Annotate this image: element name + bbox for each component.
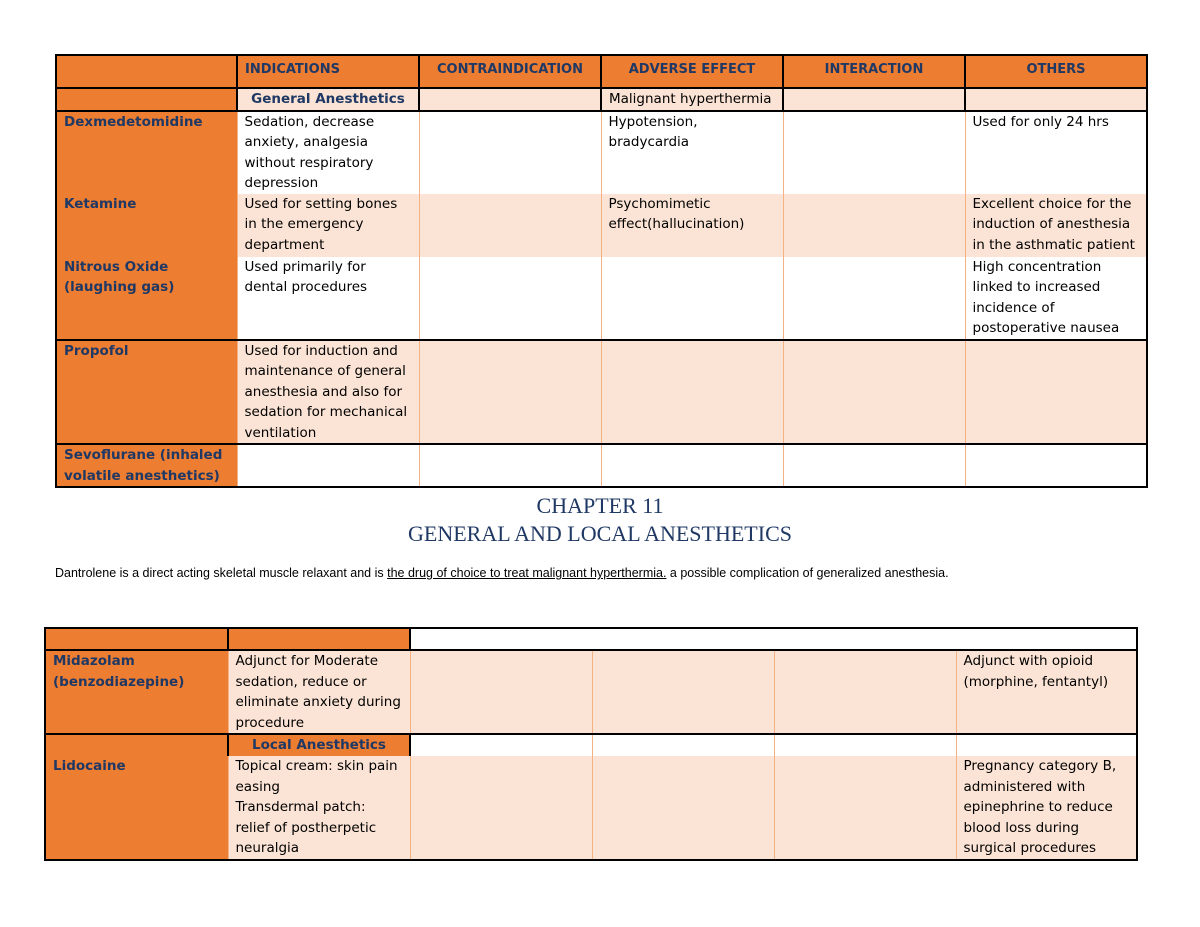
indications-cell: Used for induction and maintenance of general anesthesia and also for sedation for mechanical ventilation — [237, 340, 419, 445]
others-cell — [965, 340, 1147, 445]
interaction-cell — [783, 257, 965, 340]
header-blank-cell — [410, 628, 1137, 650]
drug-name: Lidocaine — [45, 756, 228, 860]
interaction-cell — [783, 111, 965, 194]
contraindication-cell — [419, 257, 601, 340]
local-anesthetics-table — [44, 627, 1138, 861]
drug-name: Ketamine — [56, 194, 237, 257]
adverse-cell — [592, 650, 774, 734]
header-interaction: INTERACTION — [783, 55, 965, 88]
chapter-number: CHAPTER 11 — [536, 493, 664, 518]
indication-line: Topical cream: skin pain easing — [235, 758, 398, 795]
contraindication-cell — [419, 340, 601, 445]
table-row — [56, 340, 1147, 445]
indications-cell — [237, 444, 419, 487]
chapter-title: GENERAL AND LOCAL ANESTHETICS — [408, 521, 792, 546]
adverse-cell — [601, 257, 783, 340]
table-row — [45, 650, 1137, 734]
contraindication-cell — [419, 111, 601, 194]
others-cell: Pregnancy category B, administered with epinephrine to reduce blood loss during surgical procedures — [956, 756, 1137, 860]
drug-name: Midazolam (benzodiazepine) — [45, 650, 228, 734]
interaction-cell — [783, 194, 965, 257]
others-cell: Used for only 24 hrs — [965, 111, 1147, 194]
indications-cell: Used for setting bones in the emergency department — [237, 194, 419, 257]
interaction-cell — [783, 444, 965, 487]
header-indications: INDICATIONS — [237, 55, 419, 88]
header-row — [56, 55, 1147, 88]
section-blank-cell — [956, 734, 1137, 756]
dantrolene-note — [55, 566, 949, 580]
section-drug-cell — [56, 88, 237, 111]
others-cell: Excellent choice for the induction of anesthesia in the asthmatic patient — [965, 194, 1147, 257]
section-adverse-cell: Malignant hyperthermia — [601, 88, 783, 111]
drug-name: Nitrous Oxide (laughing gas) — [56, 257, 237, 340]
header-others: OTHERS — [965, 55, 1147, 88]
indications-cell: Sedation, decrease anxiety, analgesia without respiratory depression — [237, 111, 419, 194]
note-text-start: Dantrolene is a direct acting skeletal muscle relaxant and is — [55, 566, 388, 580]
header-blank — [56, 55, 237, 88]
general-anesthetics-table — [55, 54, 1148, 488]
table-row — [45, 756, 1137, 860]
adverse-cell: Hypotension, bradycardia — [601, 111, 783, 194]
contraindication-cell — [410, 756, 592, 860]
note-text-underlined: the drug of choice to treat malignant hyperthermia. — [387, 566, 667, 580]
contraindication-cell — [410, 650, 592, 734]
table-row — [56, 194, 1147, 257]
drug-name: Dexmedetomidine — [56, 111, 237, 194]
section-row-local — [45, 734, 1137, 756]
header-orange-cell — [45, 628, 228, 650]
header-orange-cell — [228, 628, 410, 650]
table-row — [56, 444, 1147, 487]
drug-name: Propofol — [56, 340, 237, 445]
section-drug-cell — [45, 734, 228, 756]
section-row-general — [56, 88, 1147, 111]
section-blank-cell — [592, 734, 774, 756]
header-adverse-effect: ADVERSE EFFECT — [601, 55, 783, 88]
others-cell: Adjunct with opioid (morphine, fentantyl) — [956, 650, 1137, 734]
others-cell — [965, 444, 1147, 487]
interaction-cell — [774, 756, 956, 860]
adverse-cell — [601, 444, 783, 487]
adverse-cell — [601, 340, 783, 445]
section-others-cell — [965, 88, 1147, 111]
indications-cell — [228, 756, 410, 860]
section-interaction-cell — [783, 88, 965, 111]
adverse-cell: Psychomimetic effect(hallucination) — [601, 194, 783, 257]
section-blank-cell — [410, 734, 592, 756]
section-blank-cell — [774, 734, 956, 756]
interaction-cell — [783, 340, 965, 445]
note-text-end: a possible complication of generalized anesthesia. — [666, 566, 949, 580]
adverse-cell — [592, 756, 774, 860]
table-row — [56, 257, 1147, 340]
header-contraindication: CONTRAINDICATION — [419, 55, 601, 88]
interaction-cell — [774, 650, 956, 734]
header-row — [45, 628, 1137, 650]
drug-name: Sevoflurane (inhaled volatile anesthetics) — [56, 444, 237, 487]
contraindication-cell — [419, 444, 601, 487]
table-row — [56, 111, 1147, 194]
indication-line: Transdermal patch: relief of postherpetic neuralgia — [235, 799, 377, 856]
section-label-local-anesthetics: Local Anesthetics — [228, 734, 410, 756]
contraindication-cell — [419, 194, 601, 257]
section-contra-cell — [419, 88, 601, 111]
others-cell: High concentration linked to increased incidence of postoperative nausea — [965, 257, 1147, 340]
indications-cell: Adjunct for Moderate sedation, reduce or eliminate anxiety during procedure — [228, 650, 410, 734]
indications-cell: Used primarily for dental procedures — [237, 257, 419, 340]
section-label-general-anesthetics: General Anesthetics — [237, 88, 419, 111]
